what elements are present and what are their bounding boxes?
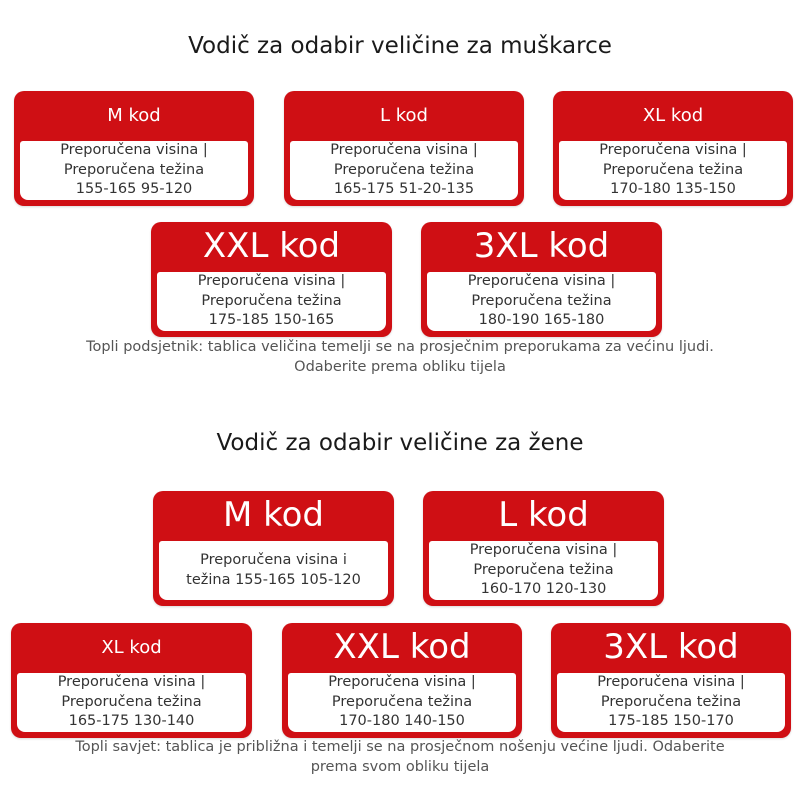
recommended-height-label: Preporučena visina | [467,273,616,290]
size-range-values: 155-165 95-120 [75,181,193,198]
women-size-tip-note [0,738,800,777]
size-card-body [288,673,516,732]
size-range-values: 160-170 120-130 [480,581,607,598]
men-size-card-xl [553,91,793,206]
recommended-height-label: Preporučena visina | [469,542,618,559]
size-code-label: XL kod [101,636,162,658]
recommended-height-weight-label: Preporučena visina i [200,552,347,568]
recommended-height-label: Preporučena visina | [197,273,346,290]
note-line: Topli savjet: tablica je približna i temelji se na prosječnom nošenju većine ljudi. Odaberite [75,739,725,755]
note-line: Topli podsjetnik: tablica veličina temelji se na prosječnim preporukama za većinu ljudi. [86,339,714,355]
women-size-card-m [153,491,394,606]
size-card-body [159,541,388,600]
size-range-values: 170-180 135-150 [610,181,736,198]
size-code-label: XXL kod [202,226,341,266]
size-code-label: 3XL kod [603,627,739,667]
women-size-card-xxl [282,623,522,738]
size-card-body [557,673,785,732]
men-size-guide-title: Vodič za odabir veličine za muškarce [188,33,612,59]
size-range-values: 175-185 150-170 [608,713,734,730]
size-code-label: XXL kod [333,627,471,667]
size-range-values: 170-180 140-150 [339,713,465,730]
recommended-weight-label: Preporučena težina [471,292,612,309]
size-card-body [559,141,787,200]
recommended-height-label: Preporučena visina | [57,674,206,691]
size-code-label: M kod [107,104,161,126]
men-size-card-xxl [151,222,392,337]
recommended-height-label: Preporučena visina | [330,142,478,159]
recommended-weight-label: Preporučena težina [201,292,342,309]
size-card-body [290,141,518,200]
size-range-values: 175-185 150-165 [208,312,335,329]
recommended-weight-label: Preporučena težina [63,161,205,178]
size-range-values: 180-190 165-180 [478,312,605,329]
men-size-card-l [284,91,524,206]
recommended-height-label: Preporučena visina | [328,674,476,691]
size-code-label: 3XL kod [473,226,610,266]
size-range-values: 165-175 130-140 [68,713,195,730]
recommended-weight-label: Preporučena težina [61,693,202,710]
size-card-body [17,673,246,732]
recommended-weight-label: Preporučena težina [331,693,473,710]
size-card-body [427,272,656,331]
size-code-label: M kod [222,495,324,535]
size-card-body [429,541,658,600]
note-line: prema svom obliku tijela [310,758,490,775]
size-code-label: L kod [498,495,589,535]
recommended-weight-label: Preporučena težina [602,161,744,178]
recommended-weight-label: Preporučena težina [333,161,475,178]
men-size-card-m [14,91,254,206]
recommended-height-label: Preporučena visina | [60,142,208,159]
size-card-body [20,141,248,200]
women-size-card-xl [11,623,252,738]
size-code-label: L kod [380,104,428,126]
recommended-height-label: Preporučena visina | [599,142,747,159]
women-size-card-l [423,491,664,606]
men-size-card-3xl [421,222,662,337]
recommended-height-label: Preporučena visina | [597,674,745,691]
women-size-card-3xl [551,623,791,738]
size-range-values: 165-175 51-20-135 [333,181,475,198]
note-line: Odaberite prema obliku tijela [294,358,506,375]
size-range-values: težina 155-165 105-120 [186,571,361,588]
size-card-body [157,272,386,331]
women-size-guide-title: Vodič za odabir veličine za žene [216,430,584,456]
recommended-weight-label: Preporučena težina [473,561,614,578]
recommended-weight-label: Preporučena težina [600,693,742,710]
men-size-reminder-note [0,338,800,377]
size-code-label: XL kod [642,104,704,126]
